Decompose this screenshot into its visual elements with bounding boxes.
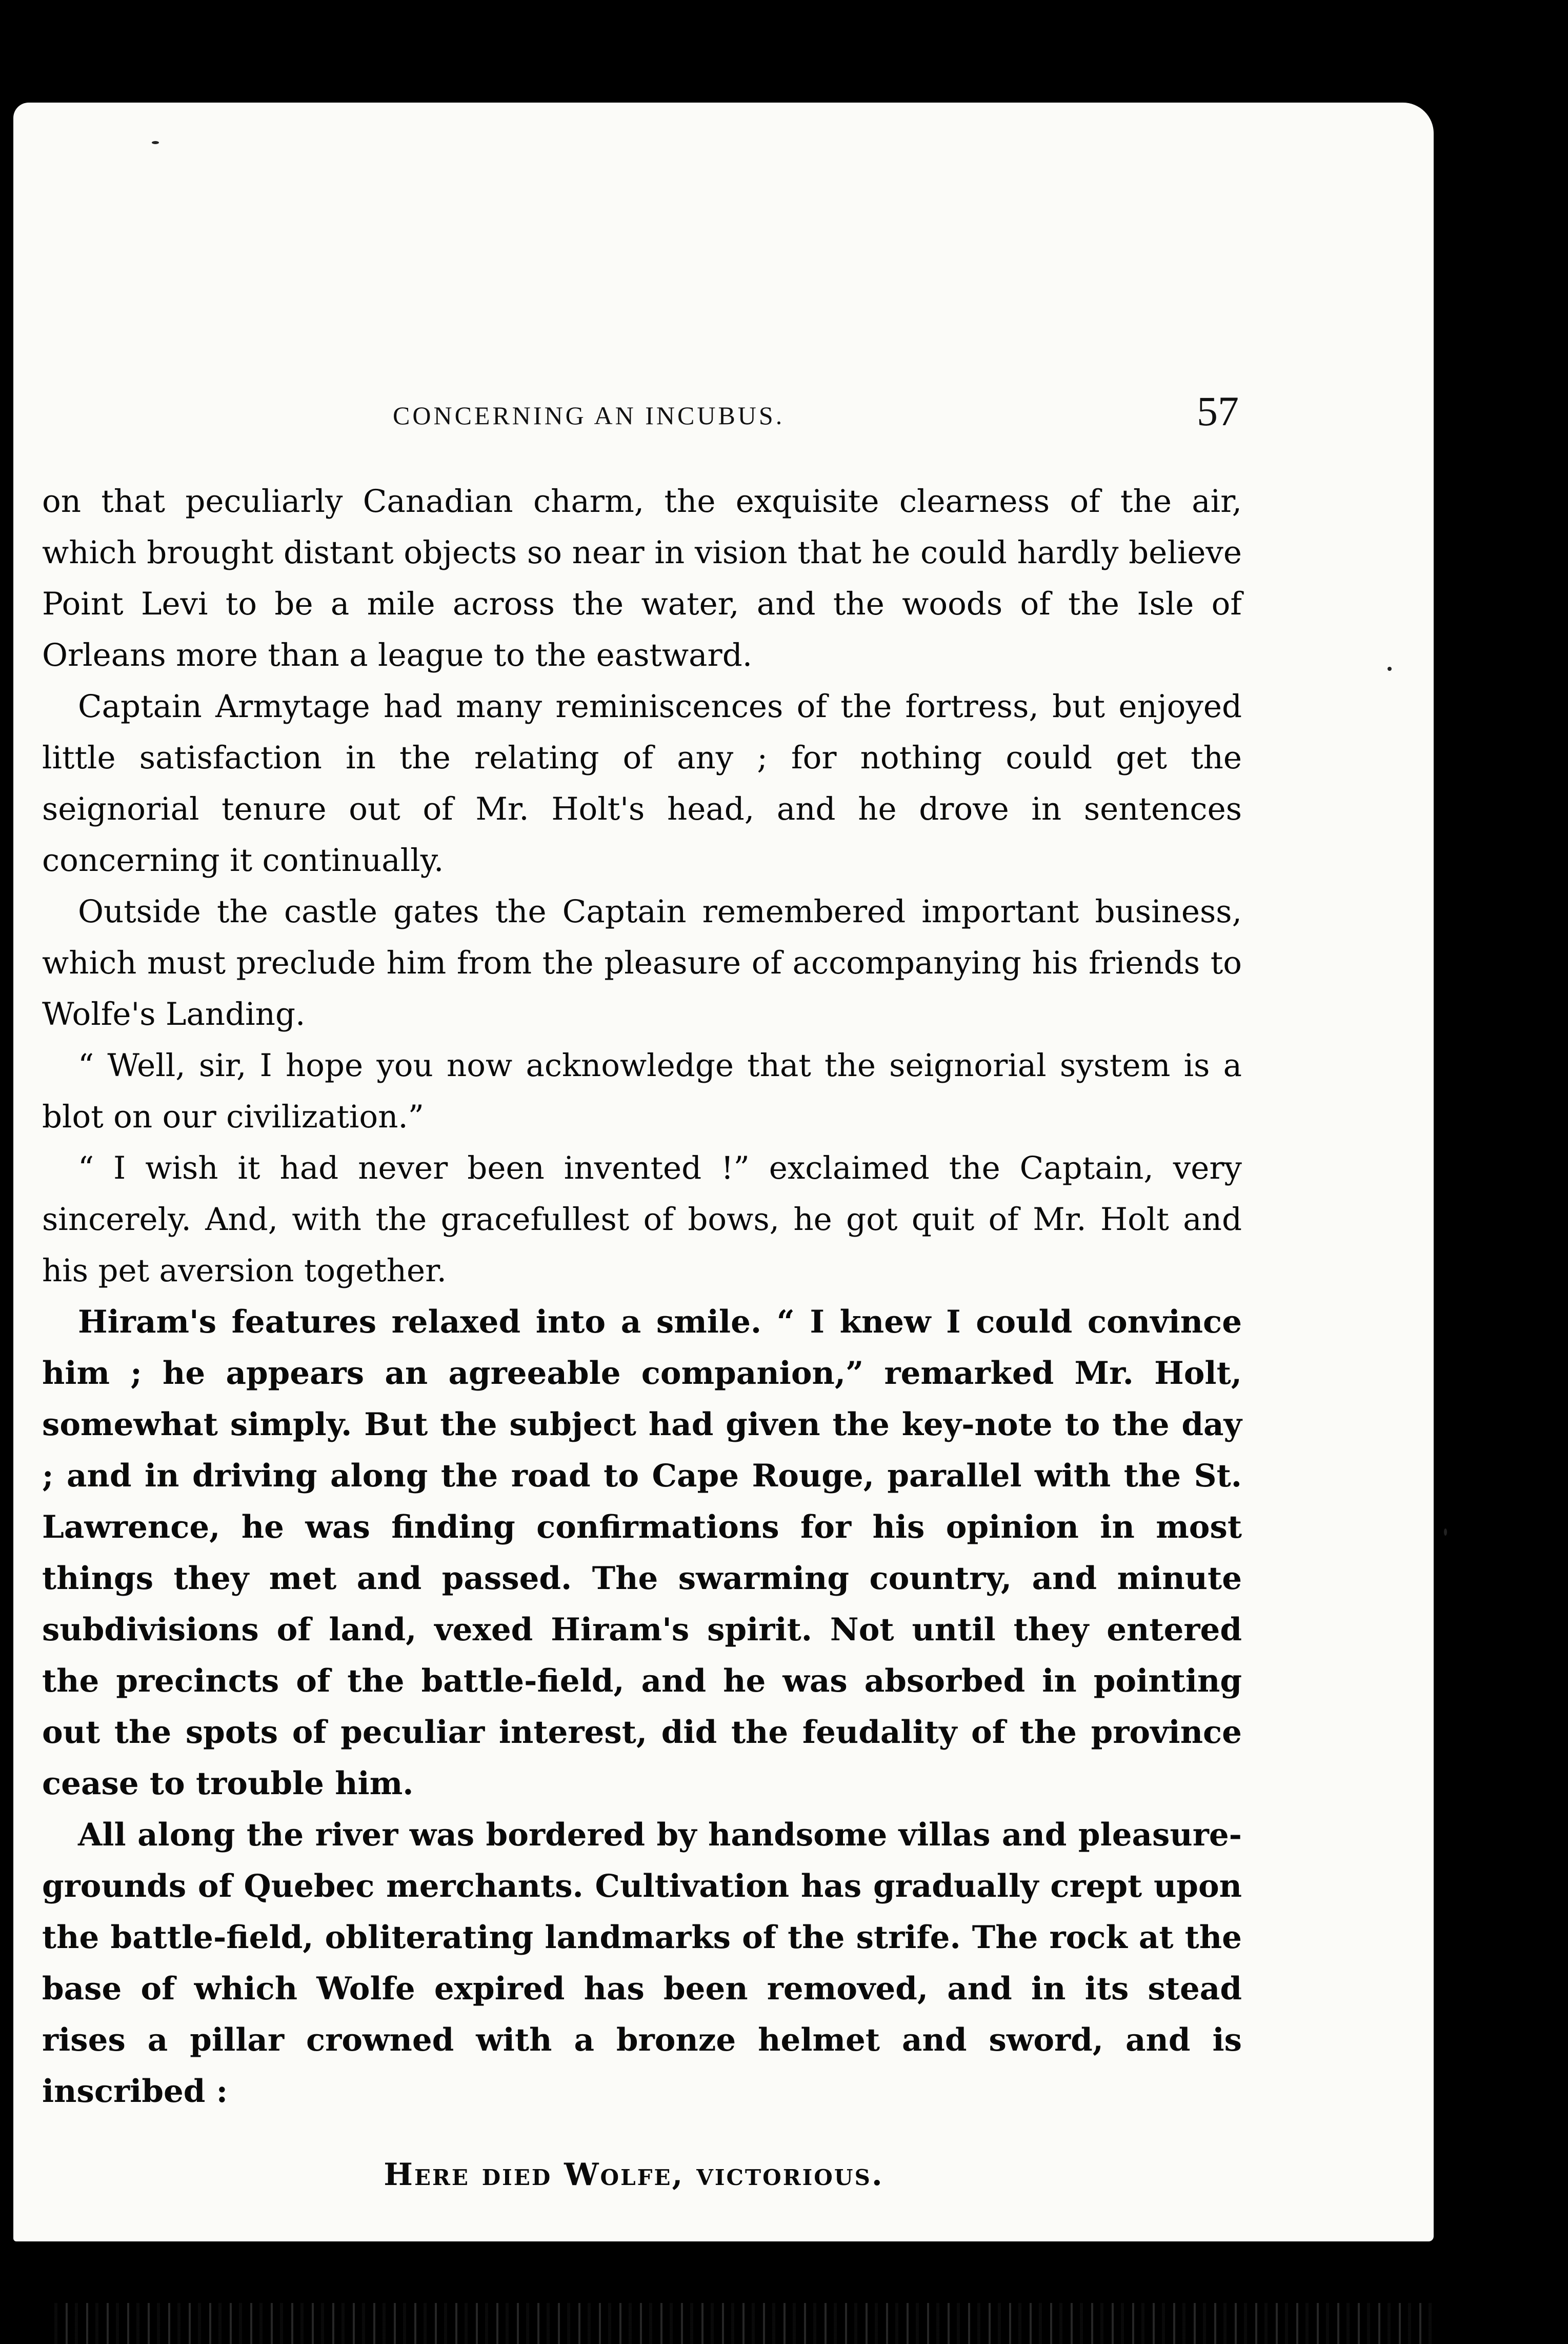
inscription: Here died Wolfe, victorious. — [384, 2157, 884, 2193]
paragraph: Outside the castle gates the Captain remembered important business, which must preclude him from the pleasure of accompanying his friends to Wolfe's Landing. — [42, 893, 1242, 1032]
paragraph: on that peculiarly Canadian charm, the exquisite clearness of the air, which brought distant objects so near in vision that he could hardly believe Point Levi to be a mile across the water, and the woods of the Isle of Orleans more than a league to the eastward. — [42, 483, 1242, 673]
scan-speck — [1388, 667, 1392, 671]
page-header — [393, 387, 1239, 439]
paragraph: All along the river was bordered by handsome villas and pleasure-grounds of Quebec merchants. Cultivation has gradually crept upon the battle-field, obliterating landmarks of the strife. The rock at the base of which Wolfe expired has been removed, and in its stead rises a pillar crowned with a bronze helmet and sword, and is inscribed : — [42, 1817, 1242, 2110]
running-head: CONCERNING AN INCUBUS. — [393, 401, 785, 430]
scan-speck — [152, 141, 159, 144]
book-page — [13, 103, 1434, 2241]
body-text — [42, 476, 1242, 2117]
paragraph: “ I wish it had never been invented !” exclaimed the Captain, very sincerely. And, with the gracefullest of bows, he got quit of Mr. Holt and his pet aversion together. — [42, 1150, 1242, 1289]
paragraph: Hiram's features relaxed into a smile. “ I knew I could convince him ; he appears an agreeable companion,” remarked Mr. Holt, somewhat simply. But the subject had given the key-note to the day ; and in driving along the road to Cape Rouge, parallel with the St. Lawrence, he was finding confirmations for his opinion in most things they met and passed. The swarming country, and minute subdivisions of land, vexed Hiram's spirit. Not until they entered the precincts of the battle-field, and he was absorbed in pointing out the spots of peculiar interest, did the feudality of the province cease to trouble him. — [42, 1304, 1242, 1802]
paragraph: “ Well, sir, I hope you now acknowledge that the seignorial system is a blot on our civilization.” — [42, 1047, 1242, 1135]
page-edge-shadow — [54, 2303, 1439, 2344]
page-number: 57 — [1197, 388, 1239, 434]
paragraph: Captain Armytage had many reminiscences of the fortress, but enjoyed little satisfaction in the relating of any ; for nothing could get the seignorial tenure out of Mr. Holt's head, and he drove in sentences concerning it continually. — [42, 688, 1242, 879]
scan-speck — [1444, 1528, 1447, 1536]
